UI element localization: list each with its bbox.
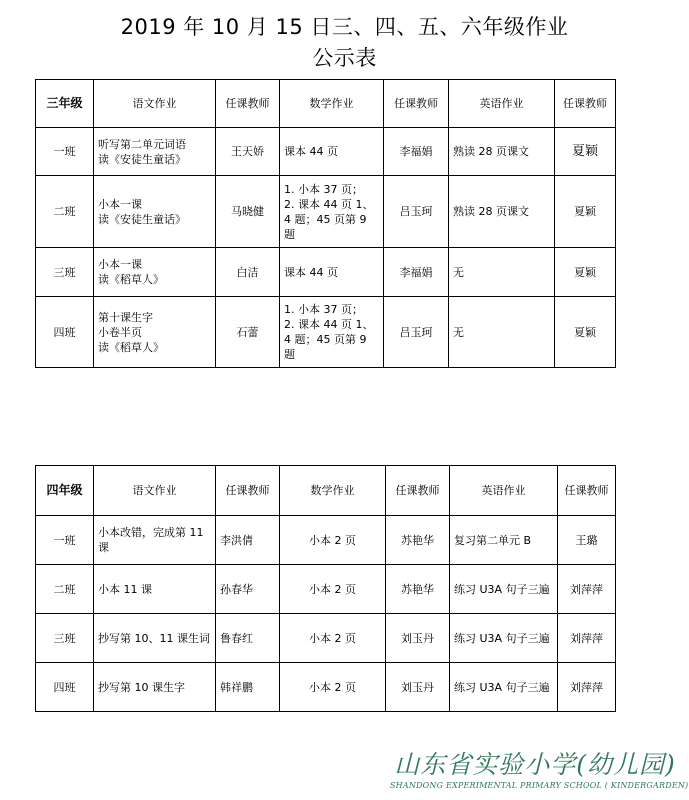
- chinese-teacher: 孙春华: [216, 565, 280, 614]
- column-header: 任课教师: [558, 466, 616, 516]
- english-homework: 熟读 28 页课文: [449, 128, 555, 176]
- english-homework: 无: [449, 248, 555, 297]
- class-name: 一班: [36, 128, 94, 176]
- table-row: [36, 297, 616, 368]
- math-teacher: 刘玉丹: [386, 614, 450, 663]
- chinese-homework: 第十课生字 小卷半页 读《稻草人》: [94, 297, 216, 368]
- school-logo: [390, 750, 689, 798]
- column-header: 语文作业: [94, 466, 216, 516]
- chinese-teacher: 王天娇: [216, 128, 280, 176]
- class-name: 四班: [36, 297, 94, 368]
- english-homework: 练习 U3A 句子三遍: [450, 663, 558, 712]
- table-row: [36, 128, 616, 176]
- math-homework: 课本 44 页: [280, 248, 384, 297]
- chinese-teacher: 韩祥鹏: [216, 663, 280, 712]
- column-header: 语文作业: [94, 80, 216, 128]
- table-row: [36, 614, 616, 663]
- chinese-homework: 小本改错，完成第 11 课: [94, 516, 216, 565]
- chinese-homework: 小本 11 课: [94, 565, 216, 614]
- column-header: 数学作业: [280, 80, 384, 128]
- chinese-homework: 抄写第 10 课生字: [94, 663, 216, 712]
- grade3-homework-table: [35, 79, 616, 368]
- math-homework: 小本 2 页: [280, 565, 386, 614]
- chinese-teacher: 李洪倩: [216, 516, 280, 565]
- column-header: 任课教师: [384, 80, 449, 128]
- english-teacher: 夏颖: [555, 297, 616, 368]
- english-homework: 练习 U3A 句子三遍: [450, 565, 558, 614]
- page-subtitle: 公示表: [312, 46, 377, 70]
- math-teacher: 苏艳华: [386, 565, 450, 614]
- class-name: 四班: [36, 663, 94, 712]
- english-teacher: 刘萍萍: [558, 614, 616, 663]
- english-homework: 熟读 28 页课文: [449, 176, 555, 248]
- column-header: 任课教师: [216, 80, 280, 128]
- table-row: [36, 565, 616, 614]
- school-name-english: SHANDONG EXPERIMENTAL PRIMARY SCHOOL ( KINDERGARDEN): [390, 781, 689, 790]
- chinese-homework: 小本一课 读《稻草人》: [94, 248, 216, 297]
- school-name-chinese: 山东省实验小学(幼儿园): [394, 750, 676, 779]
- table-row: [36, 176, 616, 248]
- math-teacher: 刘玉丹: [386, 663, 450, 712]
- class-name: 三班: [36, 614, 94, 663]
- column-header: 英语作业: [450, 466, 558, 516]
- math-homework: 小本 2 页: [280, 663, 386, 712]
- table-row: [36, 248, 616, 297]
- chinese-teacher: 马晓健: [216, 176, 280, 248]
- english-homework: 复习第二单元 B: [450, 516, 558, 565]
- math-homework: 小本 2 页: [280, 516, 386, 565]
- table-header-row: [36, 466, 616, 516]
- class-name: 二班: [36, 176, 94, 248]
- column-header: 英语作业: [449, 80, 555, 128]
- math-homework: 课本 44 页: [280, 128, 384, 176]
- english-teacher: 刘萍萍: [558, 663, 616, 712]
- english-teacher: 夏颖: [555, 248, 616, 297]
- math-teacher: 吕玉珂: [384, 176, 449, 248]
- chinese-teacher: 鲁春红: [216, 614, 280, 663]
- column-header: 任课教师: [555, 80, 616, 128]
- math-teacher: 李福娟: [384, 248, 449, 297]
- chinese-homework: 小本一课 读《安徒生童话》: [94, 176, 216, 248]
- english-teacher: 刘萍萍: [558, 565, 616, 614]
- column-header: 数学作业: [280, 466, 386, 516]
- math-homework: 小本 2 页: [280, 614, 386, 663]
- chinese-teacher: 白洁: [216, 248, 280, 297]
- chinese-teacher: 石蕾: [216, 297, 280, 368]
- grade-header: 三年级: [36, 80, 94, 128]
- chinese-homework: 抄写第 10、11 课生词: [94, 614, 216, 663]
- class-name: 一班: [36, 516, 94, 565]
- table-row: [36, 516, 616, 565]
- chinese-homework: 听写第二单元词语 读《安徒生童话》: [94, 128, 216, 176]
- english-teacher: 王璐: [558, 516, 616, 565]
- table-header-row: [36, 80, 616, 128]
- grade-header: 四年级: [36, 466, 94, 516]
- class-name: 二班: [36, 565, 94, 614]
- page-title: 2019 年 10 月 15 日三、四、五、六年级作业: [120, 15, 569, 39]
- english-teacher: 夏颖: [555, 176, 616, 248]
- column-header: 任课教师: [216, 466, 280, 516]
- english-homework: 无: [449, 297, 555, 368]
- class-name: 三班: [36, 248, 94, 297]
- math-teacher: 李福娟: [384, 128, 449, 176]
- english-homework: 练习 U3A 句子三遍: [450, 614, 558, 663]
- math-teacher: 吕玉珂: [384, 297, 449, 368]
- math-homework: 1. 小本 37 页； 2. 课本 44 页 1、 4 题；45 页第 9 题: [280, 176, 384, 248]
- math-teacher: 苏艳华: [386, 516, 450, 565]
- english-teacher: 夏颖: [555, 128, 616, 176]
- math-homework: 1. 小本 37 页； 2. 课本 44 页 1、 4 题；45 页第 9 题: [280, 297, 384, 368]
- grade4-homework-table: [35, 465, 616, 712]
- table-row: [36, 663, 616, 712]
- column-header: 任课教师: [386, 466, 450, 516]
